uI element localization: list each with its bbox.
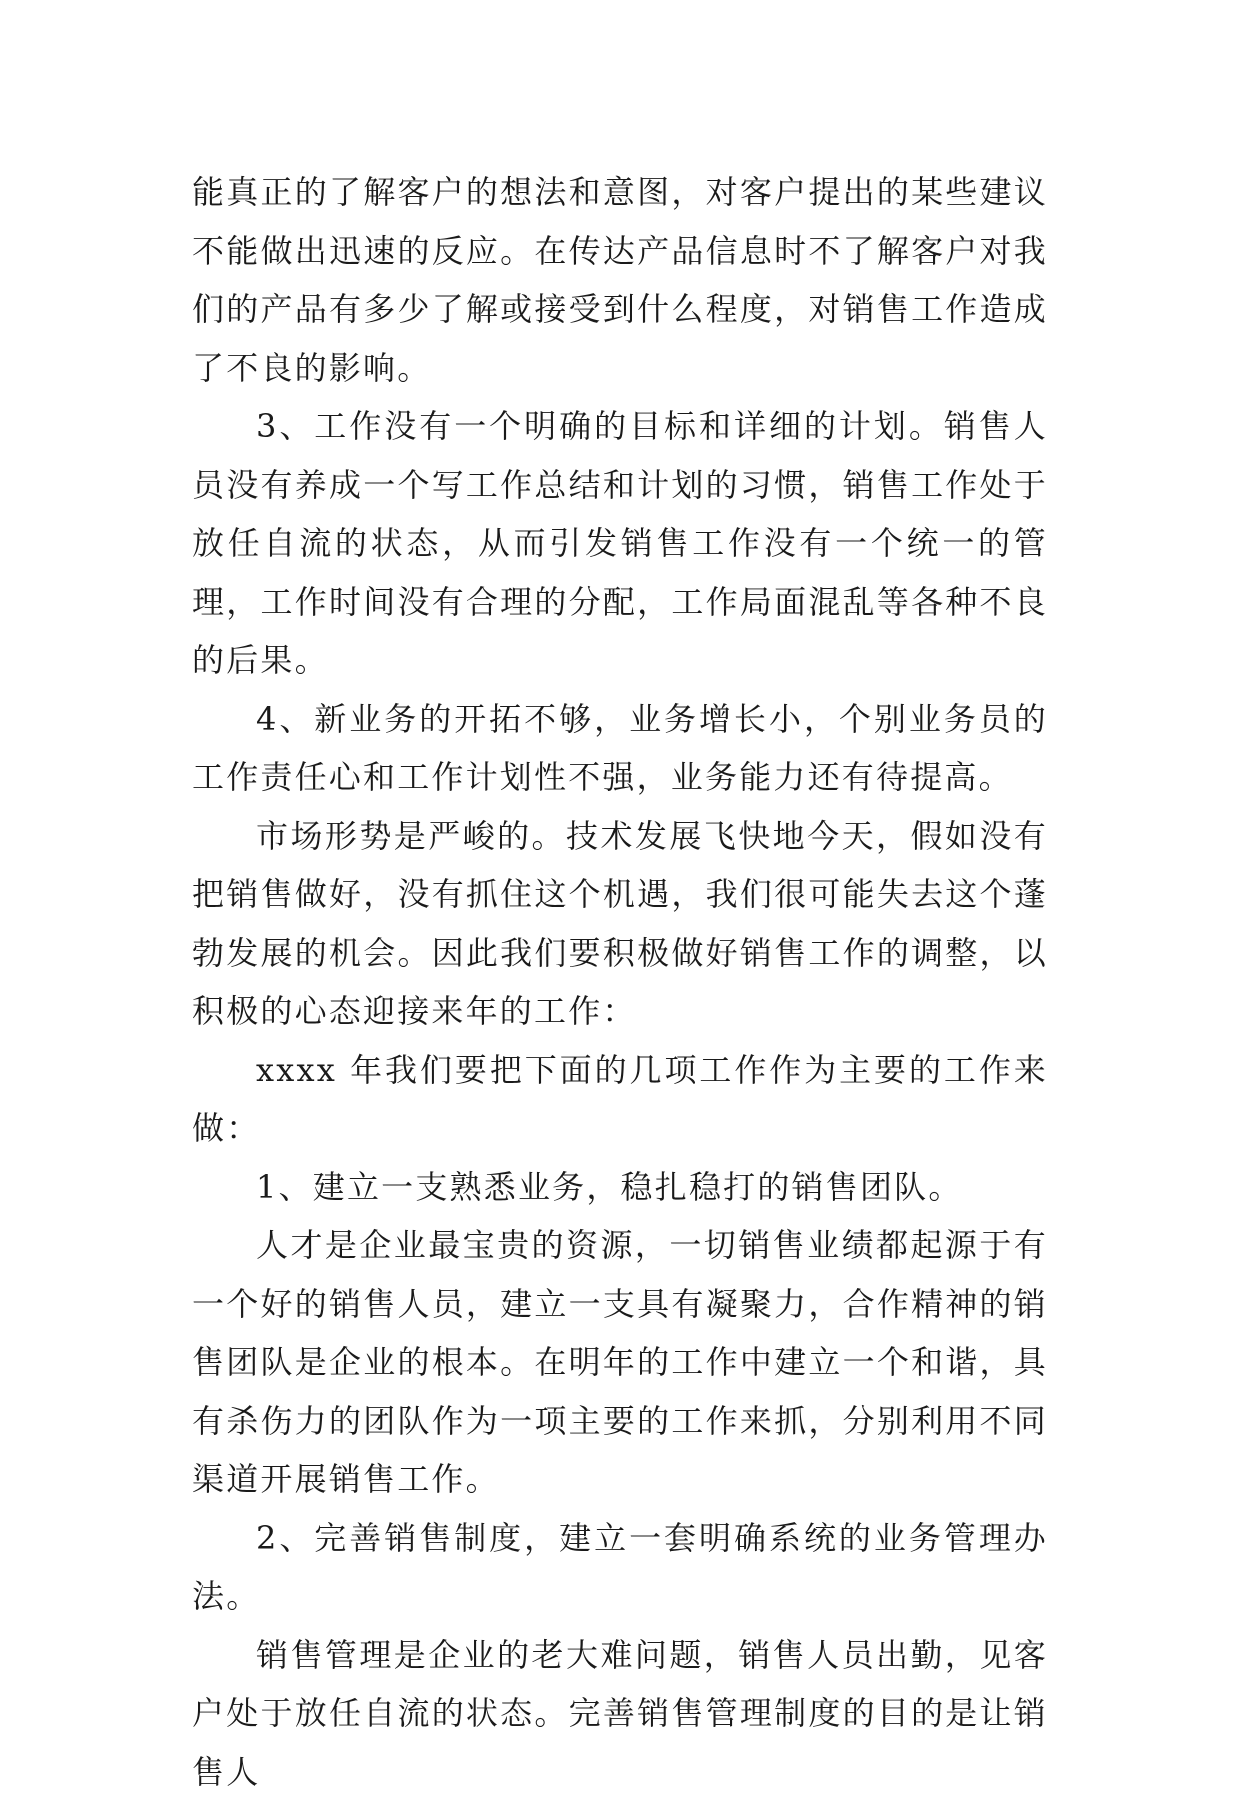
paragraph-plan-2-body: 销售管理是企业的老大难问题，销售人员出勤，见客户处于放任自流的状态。完善销售管理制度的目的是让销售人 [192, 1626, 1048, 1801]
paragraph-point-3: 3、工作没有一个明确的目标和详细的计划。销售人员没有养成一个写工作总结和计划的习惯，销售工作处于放任自流的状态，从而引发销售工作没有一个统一的管理，工作时间没有合理的分配，工作局面混乱等各种不良的后果。 [192, 397, 1048, 690]
paragraph-plan-1-body: 人才是企业最宝贵的资源，一切销售业绩都起源于有一个好的销售人员，建立一支具有凝聚力，合作精神的销售团队是企业的根本。在明年的工作中建立一个和谐，具有杀伤力的团队作为一项主要的工作来抓，分别利用不同渠道开展销售工作。 [192, 1216, 1048, 1509]
paragraph-plan-1-heading: 1、建立一支熟悉业务，稳扎稳打的销售团队。 [192, 1158, 1048, 1217]
document-body [192, 163, 1048, 1801]
paragraph-point-4: 4、新业务的开拓不够，业务增长小，个别业务员的工作责任心和工作计划性不强，业务能力还有待提高。 [192, 690, 1048, 807]
paragraph-next-year-intro: xxxx 年我们要把下面的几项工作作为主要的工作来做： [192, 1041, 1048, 1158]
paragraph-market-situation: 市场形势是严峻的。技术发展飞快地今天，假如没有把销售做好，没有抓住这个机遇，我们很可能失去这个蓬勃发展的机会。因此我们要积极做好销售工作的调整，以积极的心态迎接来年的工作： [192, 807, 1048, 1041]
paragraph-continued: 能真正的了解客户的想法和意图，对客户提出的某些建议不能做出迅速的反应。在传达产品信息时不了解客户对我们的产品有多少了解或接受到什么程度，对销售工作造成了不良的影响。 [192, 163, 1048, 397]
paragraph-plan-2-heading: 2、完善销售制度，建立一套明确系统的业务管理办法。 [192, 1509, 1048, 1626]
